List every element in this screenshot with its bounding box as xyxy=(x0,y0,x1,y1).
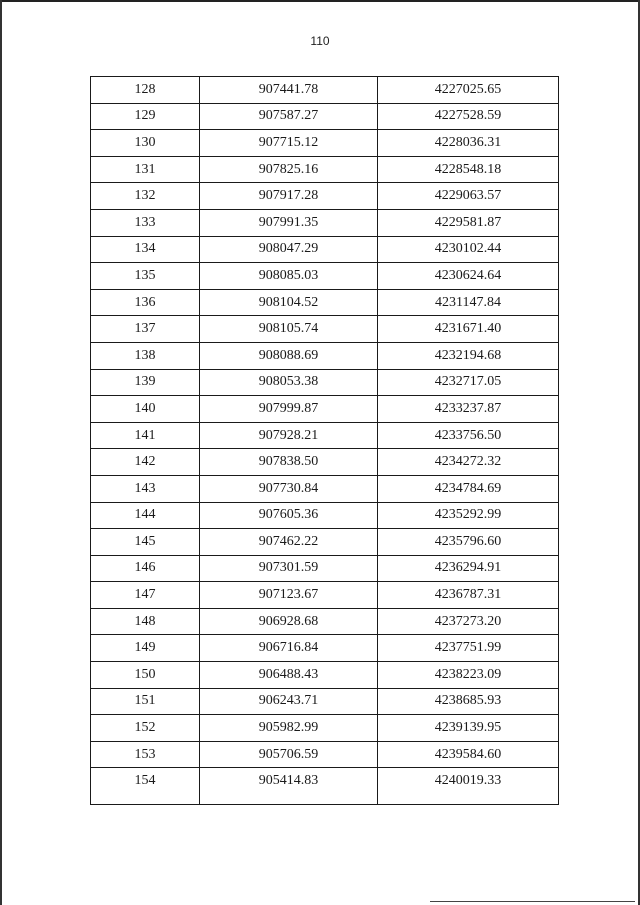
point-number-cell: 131 xyxy=(91,156,200,183)
y-coordinate-cell: 4235796.60 xyxy=(378,529,559,556)
x-coordinate-cell: 906928.68 xyxy=(200,608,378,635)
table-row xyxy=(91,608,559,635)
point-number-cell: 144 xyxy=(91,502,200,529)
table-row xyxy=(91,183,559,210)
table-row xyxy=(91,77,559,104)
y-coordinate-cell: 4236787.31 xyxy=(378,582,559,609)
table-row xyxy=(91,768,559,805)
point-number-cell: 139 xyxy=(91,369,200,396)
x-coordinate-cell: 908105.74 xyxy=(200,316,378,343)
y-coordinate-cell: 4234272.32 xyxy=(378,449,559,476)
y-coordinate-cell: 4231671.40 xyxy=(378,316,559,343)
table-row xyxy=(91,529,559,556)
table-row xyxy=(91,449,559,476)
point-number-cell: 149 xyxy=(91,635,200,662)
y-coordinate-cell: 4239139.95 xyxy=(378,715,559,742)
x-coordinate-cell: 907928.21 xyxy=(200,422,378,449)
y-coordinate-cell: 4238685.93 xyxy=(378,688,559,715)
table-row xyxy=(91,422,559,449)
table-row xyxy=(91,502,559,529)
y-coordinate-cell: 4227025.65 xyxy=(378,77,559,104)
y-coordinate-cell: 4232194.68 xyxy=(378,342,559,369)
x-coordinate-cell: 905982.99 xyxy=(200,715,378,742)
y-coordinate-cell: 4235292.99 xyxy=(378,502,559,529)
page-number: 110 xyxy=(310,34,330,48)
x-coordinate-cell: 906488.43 xyxy=(200,662,378,689)
x-coordinate-cell: 908053.38 xyxy=(200,369,378,396)
table-row xyxy=(91,475,559,502)
point-number-cell: 134 xyxy=(91,236,200,263)
x-coordinate-cell: 906243.71 xyxy=(200,688,378,715)
x-coordinate-cell: 907715.12 xyxy=(200,130,378,157)
y-coordinate-cell: 4230624.64 xyxy=(378,263,559,290)
point-number-cell: 135 xyxy=(91,263,200,290)
x-coordinate-cell: 908047.29 xyxy=(200,236,378,263)
point-number-cell: 141 xyxy=(91,422,200,449)
point-number-cell: 129 xyxy=(91,103,200,130)
point-number-cell: 146 xyxy=(91,555,200,582)
x-coordinate-cell: 907917.28 xyxy=(200,183,378,210)
x-coordinate-cell: 905706.59 xyxy=(200,741,378,768)
coordinates-table xyxy=(90,76,559,805)
table-row xyxy=(91,635,559,662)
y-coordinate-cell: 4228548.18 xyxy=(378,156,559,183)
page-edge-top xyxy=(0,0,640,2)
table-row xyxy=(91,662,559,689)
table-row xyxy=(91,156,559,183)
x-coordinate-cell: 908088.69 xyxy=(200,342,378,369)
y-coordinate-cell: 4240019.33 xyxy=(378,768,559,805)
table-row xyxy=(91,396,559,423)
point-number-cell: 133 xyxy=(91,209,200,236)
point-number-cell: 152 xyxy=(91,715,200,742)
x-coordinate-cell: 907123.67 xyxy=(200,582,378,609)
y-coordinate-cell: 4229581.87 xyxy=(378,209,559,236)
table-row xyxy=(91,209,559,236)
x-coordinate-cell: 907301.59 xyxy=(200,555,378,582)
point-number-cell: 142 xyxy=(91,449,200,476)
table-row xyxy=(91,555,559,582)
table-row xyxy=(91,316,559,343)
y-coordinate-cell: 4234784.69 xyxy=(378,475,559,502)
table-row xyxy=(91,582,559,609)
point-number-cell: 132 xyxy=(91,183,200,210)
page-edge-bottom xyxy=(430,901,635,902)
point-number-cell: 143 xyxy=(91,475,200,502)
x-coordinate-cell: 907991.35 xyxy=(200,209,378,236)
table-row xyxy=(91,715,559,742)
x-coordinate-cell: 907462.22 xyxy=(200,529,378,556)
x-coordinate-cell: 907999.87 xyxy=(200,396,378,423)
x-coordinate-cell: 908104.52 xyxy=(200,289,378,316)
point-number-cell: 130 xyxy=(91,130,200,157)
y-coordinate-cell: 4230102.44 xyxy=(378,236,559,263)
point-number-cell: 154 xyxy=(91,768,200,805)
point-number-cell: 147 xyxy=(91,582,200,609)
y-coordinate-cell: 4233237.87 xyxy=(378,396,559,423)
table-row xyxy=(91,688,559,715)
table-row xyxy=(91,236,559,263)
x-coordinate-cell: 907838.50 xyxy=(200,449,378,476)
y-coordinate-cell: 4228036.31 xyxy=(378,130,559,157)
x-coordinate-cell: 907825.16 xyxy=(200,156,378,183)
point-number-cell: 136 xyxy=(91,289,200,316)
x-coordinate-cell: 907605.36 xyxy=(200,502,378,529)
x-coordinate-cell: 906716.84 xyxy=(200,635,378,662)
x-coordinate-cell: 908085.03 xyxy=(200,263,378,290)
x-coordinate-cell: 905414.83 xyxy=(200,768,378,805)
y-coordinate-cell: 4227528.59 xyxy=(378,103,559,130)
x-coordinate-cell: 907730.84 xyxy=(200,475,378,502)
y-coordinate-cell: 4231147.84 xyxy=(378,289,559,316)
table-row xyxy=(91,289,559,316)
y-coordinate-cell: 4229063.57 xyxy=(378,183,559,210)
table-row xyxy=(91,263,559,290)
y-coordinate-cell: 4237751.99 xyxy=(378,635,559,662)
x-coordinate-cell: 907587.27 xyxy=(200,103,378,130)
y-coordinate-cell: 4236294.91 xyxy=(378,555,559,582)
y-coordinate-cell: 4238223.09 xyxy=(378,662,559,689)
x-coordinate-cell: 907441.78 xyxy=(200,77,378,104)
point-number-cell: 151 xyxy=(91,688,200,715)
table-row xyxy=(91,342,559,369)
point-number-cell: 137 xyxy=(91,316,200,343)
point-number-cell: 145 xyxy=(91,529,200,556)
point-number-cell: 138 xyxy=(91,342,200,369)
page-edge-left xyxy=(0,0,2,905)
table-row xyxy=(91,369,559,396)
point-number-cell: 153 xyxy=(91,741,200,768)
point-number-cell: 140 xyxy=(91,396,200,423)
table-row xyxy=(91,741,559,768)
point-number-cell: 128 xyxy=(91,77,200,104)
point-number-cell: 150 xyxy=(91,662,200,689)
table-row xyxy=(91,103,559,130)
y-coordinate-cell: 4233756.50 xyxy=(378,422,559,449)
table-row xyxy=(91,130,559,157)
point-number-cell: 148 xyxy=(91,608,200,635)
y-coordinate-cell: 4232717.05 xyxy=(378,369,559,396)
y-coordinate-cell: 4237273.20 xyxy=(378,608,559,635)
y-coordinate-cell: 4239584.60 xyxy=(378,741,559,768)
